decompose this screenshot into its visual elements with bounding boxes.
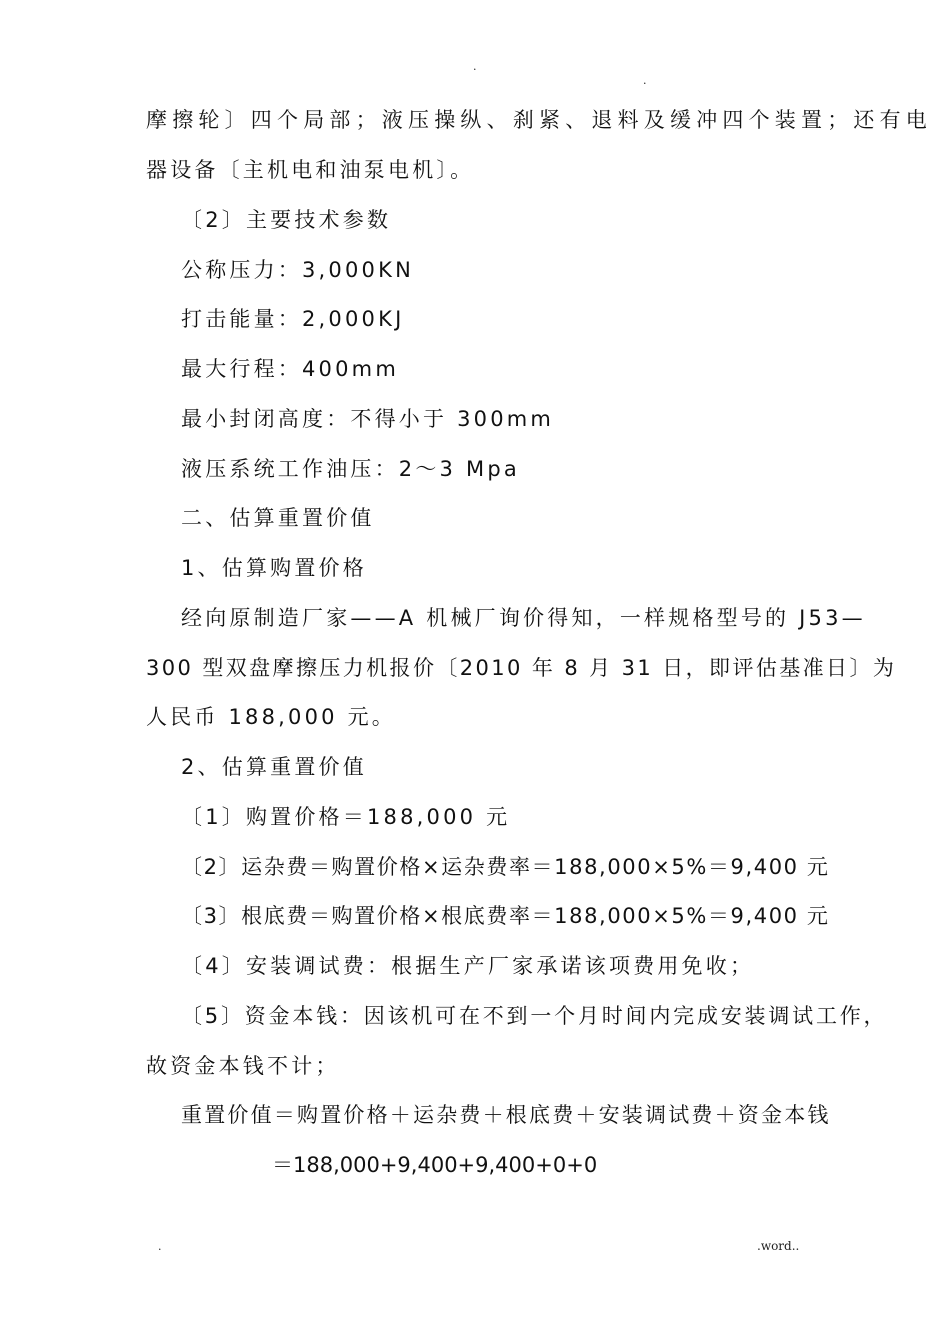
footer-dot: . — [158, 1240, 162, 1253]
header-dot-right: . — [643, 74, 647, 87]
subsection-heading: 2、估算重置价值 — [181, 755, 367, 779]
formula-line: 重置价值＝购置价格＋运杂费＋根底费＋安装调试费＋资金本钱 — [181, 1103, 831, 1127]
subsection-heading: 1、估算购置价格 — [181, 556, 367, 580]
calc-line: 〔5〕资金本钱：因该机可在不到一个月时间内完成安装调试工作， — [181, 1004, 888, 1028]
header-dot-left: . — [473, 60, 477, 73]
calc-line: 〔2〕运杂费＝购置价格×运杂费率＝188,000×5%＝9,400 元 — [181, 855, 830, 879]
param-max-stroke: 最大行程：400mm — [181, 357, 399, 381]
text-line: 经向原制造厂家——A 机械厂询价得知，一样规格型号的 J53— — [181, 606, 866, 630]
param-nominal-pressure: 公称压力：3,000KN — [181, 258, 414, 282]
section-heading: 二、估算重置价值 — [181, 506, 375, 530]
param-impact-energy: 打击能量：2,000KJ — [181, 307, 405, 331]
footer-watermark: .word.. — [757, 1239, 800, 1253]
calc-line: 〔1〕购置价格＝188,000 元 — [181, 805, 511, 829]
param-oil-pressure: 液压系统工作油压：2～3 Mpa — [181, 457, 520, 481]
section-heading: 〔2〕主要技术参数 — [181, 208, 392, 232]
text-line: 器设备〔主机电和油泵电机〕。 — [146, 158, 475, 182]
text-line: 摩擦轮〕四个局部；液压操纵、刹紧、退料及缓冲四个装置；还有电 — [146, 108, 932, 132]
formula-line: ＝188,000+9,400+9,400+0+0 — [272, 1153, 598, 1177]
calc-line: 〔4〕安装调试费：根据生产厂家承诺该项费用免收； — [181, 954, 755, 978]
text-line: 人民币 188,000 元。 — [146, 705, 396, 729]
text-line: 故资金本钱不计； — [146, 1054, 340, 1078]
calc-line: 〔3〕根底费＝购置价格×根底费率＝188,000×5%＝9,400 元 — [181, 904, 830, 928]
param-min-closed-height: 最小封闭高度：不得小于 300mm — [181, 407, 555, 431]
text-line: 300 型双盘摩擦压力机报价〔2010 年 8 月 31 日，即评估基准日〕为 — [146, 656, 897, 680]
